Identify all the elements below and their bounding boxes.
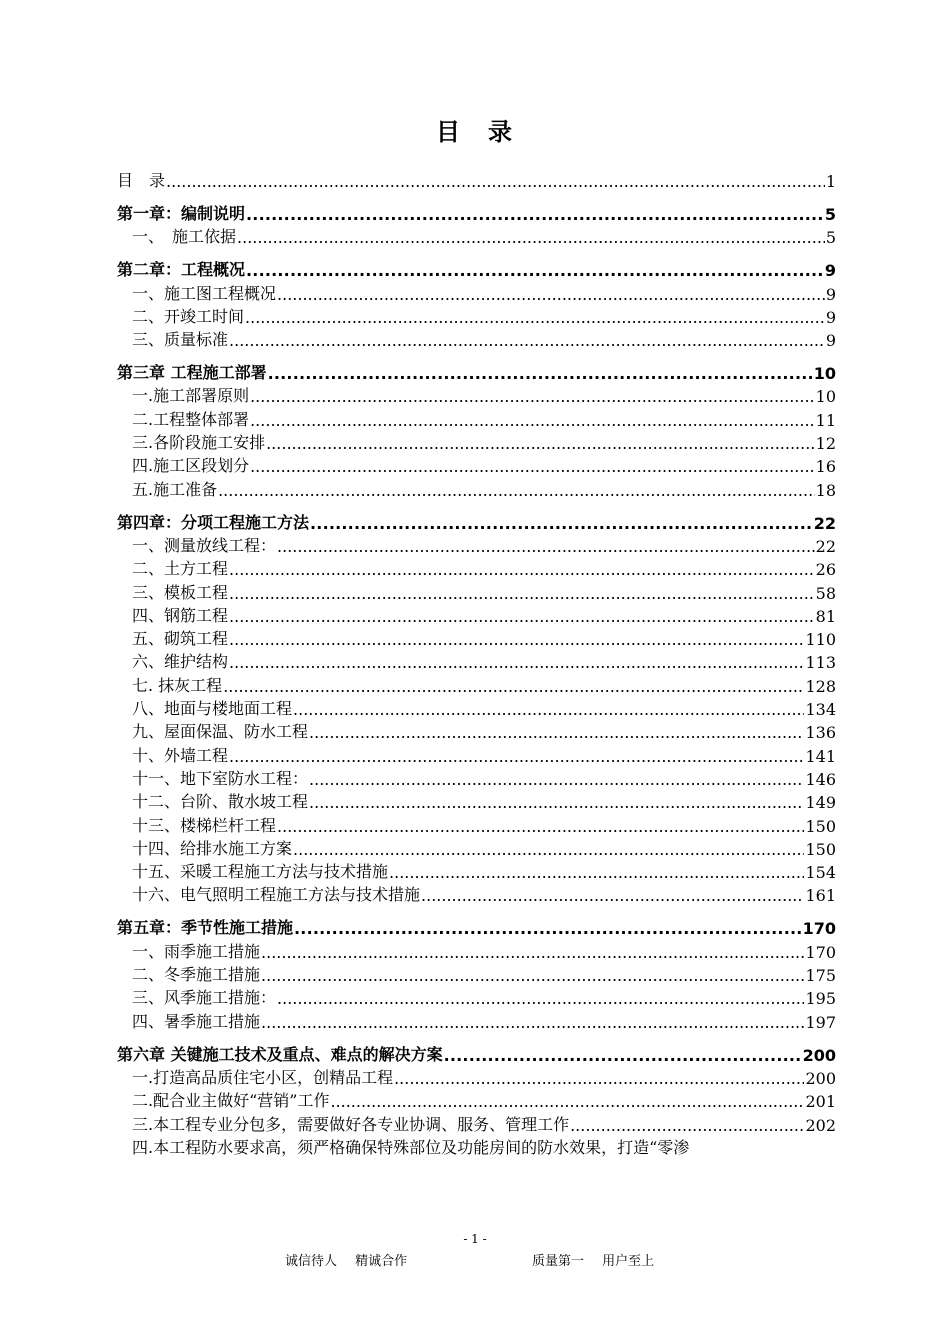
toc-page-number: 22 [815,536,836,556]
toc-dot-leader [421,886,804,905]
toc-dot-leader [229,607,815,626]
toc-dot-leader [261,943,804,962]
toc-page-number: 136 [805,723,836,743]
toc-dot-leader [294,919,802,938]
toc-entry-label: 第三章 工程施工部署 [117,363,267,383]
toc-entry-label: 一.打造高品质住宅小区，创精品工程 [132,1067,394,1087]
toc-dot-leader [229,584,815,603]
toc-section-entry[interactable] [117,1008,836,1031]
toc-chapter-entry[interactable] [117,1042,836,1065]
toc-entry-label: 目 录 [117,171,166,190]
toc-page-number: 201 [805,1092,836,1112]
toc-dot-leader [246,261,824,280]
toc-chapter-entry[interactable] [117,360,836,383]
toc-dot-leader [394,1069,804,1088]
toc-dot-leader [166,172,825,191]
toc-section-entry[interactable] [117,533,836,556]
toc-section-entry[interactable] [117,1065,836,1088]
toc-entry-label: 七. 抹灰工程 [132,675,223,695]
toc-entry-label: 十五、采暖工程施工方法与技术措施 [132,862,389,882]
toc-section-entry[interactable] [117,579,836,602]
toc-page-number: 9 [824,261,836,281]
toc-section-entry[interactable] [117,985,836,1008]
toc-dot-leader [277,989,804,1008]
toc-dot-leader [277,817,804,836]
toc-dot-leader [389,863,804,882]
toc-section-entry[interactable] [117,882,836,905]
toc-dot-leader [229,630,804,649]
toc-dot-leader [309,770,804,789]
toc-page-number: 202 [805,1115,836,1135]
toc-entry-label: 第一章：编制说明 [117,204,246,223]
toc-section-entry[interactable] [117,327,836,350]
toc-section-entry[interactable] [117,280,836,303]
toc-entry-label: 一.施工部署原则 [132,386,250,406]
toc-dot-leader [268,364,813,383]
toc-page-number: 197 [805,1012,836,1032]
toc-page-number: 58 [815,583,836,603]
toc-entry-label: 三.各阶段施工安排 [132,433,266,453]
toc-entry-label: 八、地面与楼地面工程 [132,699,293,719]
toc-section-entry[interactable] [117,789,836,812]
toc-page-number: 141 [805,746,836,766]
toc-dot-leader [250,411,815,430]
toc-page-number: 5 [824,205,836,224]
toc-page-number: 128 [805,676,836,696]
toc-page-number: 175 [805,966,836,986]
toc-entry-label: 五.施工准备 [132,479,218,499]
toc-section-entry[interactable] [117,766,836,789]
page-title: 目 录 [436,118,514,146]
toc-entry-label: 第六章 关键施工技术及重点、难点的解决方案 [117,1044,443,1064]
toc-page-number: 110 [805,630,836,650]
toc-section-entry[interactable] [117,696,836,719]
toc-entry-label: 一、施工图工程概况 [132,283,277,303]
toc-page-number: 81 [815,606,836,626]
toc-page-number: 16 [815,457,836,477]
toc-page-number: 10 [813,364,836,384]
toc-section-entry[interactable] [117,406,836,429]
toc-entry-label: 第二章：工程概况 [117,260,246,280]
toc-entry-label: 一、测量放线工程： [132,535,277,555]
toc-chapter-entry[interactable] [117,915,836,938]
toc-entry-label: 三、风季施工措施： [132,988,277,1008]
toc-dot-leader [266,434,815,453]
toc-dot-leader [570,1116,804,1135]
toc-page-number: 195 [805,989,836,1009]
toc-page-number: 200 [802,1045,836,1065]
toc-section-entry[interactable] [117,649,836,672]
toc-section-entry[interactable] [117,304,836,327]
toc-section-entry[interactable] [117,476,836,499]
toc-entry-label: 四.本工程防水要求高，须严格确保特殊部位及功能房间的防水效果，打造“零渗 [132,1137,690,1157]
toc-page-number: 170 [805,942,836,962]
toc-dot-leader [261,1013,804,1032]
toc-entry-label: 四.施工区段划分 [132,456,250,476]
toc-section-entry[interactable] [117,719,836,742]
toc-entry-label: 三、质量标准 [132,330,229,350]
toc-dot-leader [293,700,804,719]
toc-section-entry[interactable] [117,168,836,191]
table-of-contents [117,168,836,1158]
toc-section-entry[interactable] [117,672,836,695]
toc-page-number: 170 [802,919,836,939]
toc-dot-leader [250,457,815,476]
toc-section-entry[interactable] [117,1135,836,1158]
toc-entry-label: 一、雨季施工措施 [132,941,261,961]
toc-section-entry[interactable] [117,224,836,247]
toc-chapter-entry[interactable] [117,201,836,224]
toc-entry-label: 四、暑季施工措施 [132,1011,261,1031]
toc-entry-label: 第四章：分项工程施工方法 [117,512,310,532]
footer-left-motto: 诚信待人 精诚合作 [285,1254,408,1269]
toc-chapter-entry[interactable] [117,257,836,280]
toc-page-number: 22 [813,513,836,533]
toc-entry-label: 二、冬季施工措施 [132,965,261,985]
toc-section-entry[interactable] [117,812,836,835]
toc-entry-label: 六、维护结构 [132,652,229,672]
footer-page-number: - 1 - [463,1232,487,1246]
toc-dot-leader [250,387,815,406]
toc-page-number: 200 [805,1068,836,1088]
toc-page-number: 5 [825,228,836,248]
toc-page-number: 11 [815,410,836,430]
toc-section-entry[interactable] [117,626,836,649]
toc-page-number: 146 [805,769,836,789]
toc-dot-leader [309,793,804,812]
toc-section-entry[interactable] [117,556,836,579]
toc-page-number: 9 [825,331,836,351]
toc-entry-label: 三、模板工程 [132,582,229,602]
toc-page-number: 161 [805,886,836,906]
toc-entry-label: 九、屋面保温、防水工程 [132,722,309,742]
toc-dot-leader [330,1092,804,1111]
toc-dot-leader [223,677,804,696]
toc-section-entry[interactable] [117,836,836,859]
toc-dot-leader [245,308,825,327]
toc-entry-label: 二、开竣工时间 [132,306,245,326]
toc-dot-leader [309,723,804,742]
toc-page-number: 18 [815,480,836,500]
toc-entry-label: 十二、台阶、散水坡工程 [132,792,309,812]
toc-section-entry[interactable] [117,383,836,406]
toc-page-number: 154 [805,863,836,883]
toc-entry-label: 十三、楼梯栏杆工程 [132,815,277,835]
toc-entry-label: 十六、电气照明工程施工方法与技术措施 [132,885,421,905]
toc-entry-label: 三.本工程专业分包多，需要做好各专业协调、服务、管理工作 [132,1114,570,1134]
toc-dot-leader [293,840,804,859]
toc-entry-label: 第五章：季节性施工措施 [117,918,294,938]
toc-dot-leader [277,285,825,304]
toc-dot-leader [229,653,804,672]
toc-section-entry[interactable] [117,742,836,765]
toc-section-entry[interactable] [117,1111,836,1134]
toc-section-entry[interactable] [117,430,836,453]
toc-page-number: 12 [815,434,836,454]
toc-dot-leader [229,331,825,350]
toc-section-entry[interactable] [117,962,836,985]
toc-entry-label: 二.工程整体部署 [132,409,250,429]
toc-entry-label: 十四、给排水施工方案 [132,838,293,858]
toc-page-number: 1 [825,172,836,191]
toc-section-entry[interactable] [117,859,836,882]
toc-dot-leader [237,228,825,247]
toc-section-entry[interactable] [117,1088,836,1111]
toc-page-number: 150 [805,816,836,836]
toc-dot-leader [310,514,813,533]
toc-dot-leader [218,481,815,500]
toc-entry-label: 一、 施工依据 [132,227,237,247]
toc-entry-label: 二.配合业主做好“营销”工作 [132,1091,330,1111]
toc-page-number: 134 [805,700,836,720]
toc-dot-leader [444,1046,802,1065]
toc-dot-leader [229,747,804,766]
toc-dot-leader [277,537,815,556]
toc-page-number: 149 [805,793,836,813]
toc-dot-leader [229,560,815,579]
toc-page-number: 26 [815,560,836,580]
toc-entry-label: 十、外墙工程 [132,745,229,765]
toc-chapter-entry[interactable] [117,510,836,533]
toc-section-entry[interactable] [117,453,836,476]
toc-page-number: 150 [805,839,836,859]
toc-section-entry[interactable] [117,603,836,626]
toc-dot-leader [261,966,804,985]
footer-right-motto: 质量第一 用户至上 [532,1254,655,1269]
toc-page-number: 9 [825,307,836,327]
toc-page-number: 9 [825,284,836,304]
toc-entry-label: 四、钢筋工程 [132,605,229,625]
toc-entry-label: 五、砌筑工程 [132,629,229,649]
toc-page-number: 10 [815,387,836,407]
toc-page-number: 113 [805,653,836,673]
toc-section-entry[interactable] [117,938,836,961]
toc-entry-label: 十一、地下室防水工程： [132,768,309,788]
toc-dot-leader [246,205,824,224]
toc-entry-label: 二、土方工程 [132,559,229,579]
